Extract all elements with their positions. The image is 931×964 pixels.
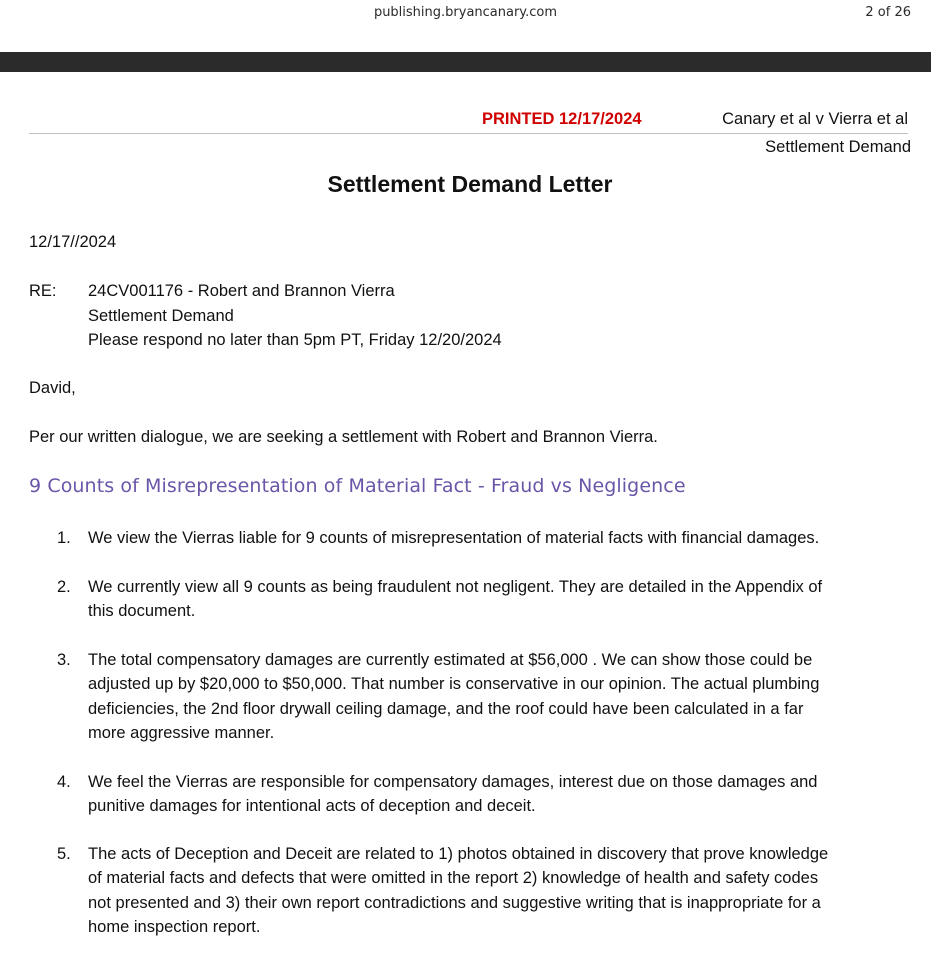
viewer-toolbar-strip bbox=[0, 52, 931, 72]
list-item-line: We feel the Vierras are responsible for compensatory damages, interest due on those damages and bbox=[88, 773, 818, 791]
list-item-line: home inspection report. bbox=[88, 917, 261, 936]
viewer-top-bar bbox=[0, 0, 931, 52]
section-heading: 9 Counts of Misrepresentation of Material Fact - Fraud vs Negligence bbox=[29, 475, 686, 497]
list-item-line: this document. bbox=[88, 602, 196, 621]
case-name: Canary et al v Vierra et al bbox=[722, 110, 908, 128]
list-item-text bbox=[88, 842, 908, 939]
list-item-text bbox=[88, 575, 908, 624]
list-item-line: punitive damages for intentional acts of deception and deceit. bbox=[88, 797, 536, 816]
header-divider bbox=[29, 133, 908, 134]
re-line-deadline: Please respond no later than 5pm PT, Friday 12/20/2024 bbox=[88, 331, 502, 349]
list-item-text bbox=[88, 526, 908, 550]
page-indicator: 2 of 26 bbox=[865, 5, 911, 20]
re-line-case: 24CV001176 - Robert and Brannon Vierra bbox=[88, 282, 395, 300]
re-block bbox=[88, 279, 502, 353]
list-item-line: The total compensatory damages are currently estimated at $56,000 . We can show those could be bbox=[88, 651, 813, 669]
re-line-subject: Settlement Demand bbox=[88, 306, 234, 325]
list-item-line: The acts of Deception and Deceit are related to 1) photos obtained in discovery that prove knowledge bbox=[88, 845, 829, 863]
list-item-number: 4. bbox=[57, 773, 71, 791]
list-item-number: 5. bbox=[57, 845, 71, 863]
list-item-line: not presented and 3) their own report contradictions and suggestive writing that is inappropriate for a bbox=[88, 893, 821, 912]
salutation: David, bbox=[29, 379, 76, 397]
list-item-text bbox=[88, 648, 908, 745]
re-label: RE: bbox=[29, 282, 57, 300]
list-item-number: 3. bbox=[57, 651, 71, 669]
list-item-number: 2. bbox=[57, 578, 71, 596]
letter-date: 12/17//2024 bbox=[29, 233, 117, 251]
list-item-line: more aggressive manner. bbox=[88, 723, 275, 742]
list-item-line: We view the Vierras liable for 9 counts of misrepresentation of material facts with financial damages. bbox=[88, 529, 820, 547]
list-item-line: adjusted up by $20,000 to $50,000. That number is conservative in our opinion. The actual plumbing bbox=[88, 675, 820, 694]
printed-stamp: PRINTED 12/17/2024 bbox=[482, 110, 642, 128]
page-url[interactable]: publishing.bryancanary.com bbox=[373, 5, 558, 20]
document-page bbox=[0, 72, 931, 964]
list-item-line: deficiencies, the 2nd floor drywall ceiling damage, and the roof could have been calculated in a far bbox=[88, 699, 804, 718]
list-item-number: 1. bbox=[57, 529, 71, 547]
list-item-line: We currently view all 9 counts as being fraudulent not negligent. They are detailed in the Appendix of bbox=[88, 578, 823, 596]
list-item-text bbox=[88, 770, 908, 819]
intro-paragraph: Per our written dialogue, we are seeking a settlement with Robert and Brannon Vierra. bbox=[29, 428, 658, 446]
list-item-line: of material facts and defects that were omitted in the report 2) knowledge of health and safety codes bbox=[88, 869, 819, 888]
document-title: Settlement Demand Letter bbox=[327, 171, 613, 197]
header-doc-type: Settlement Demand bbox=[765, 138, 911, 156]
